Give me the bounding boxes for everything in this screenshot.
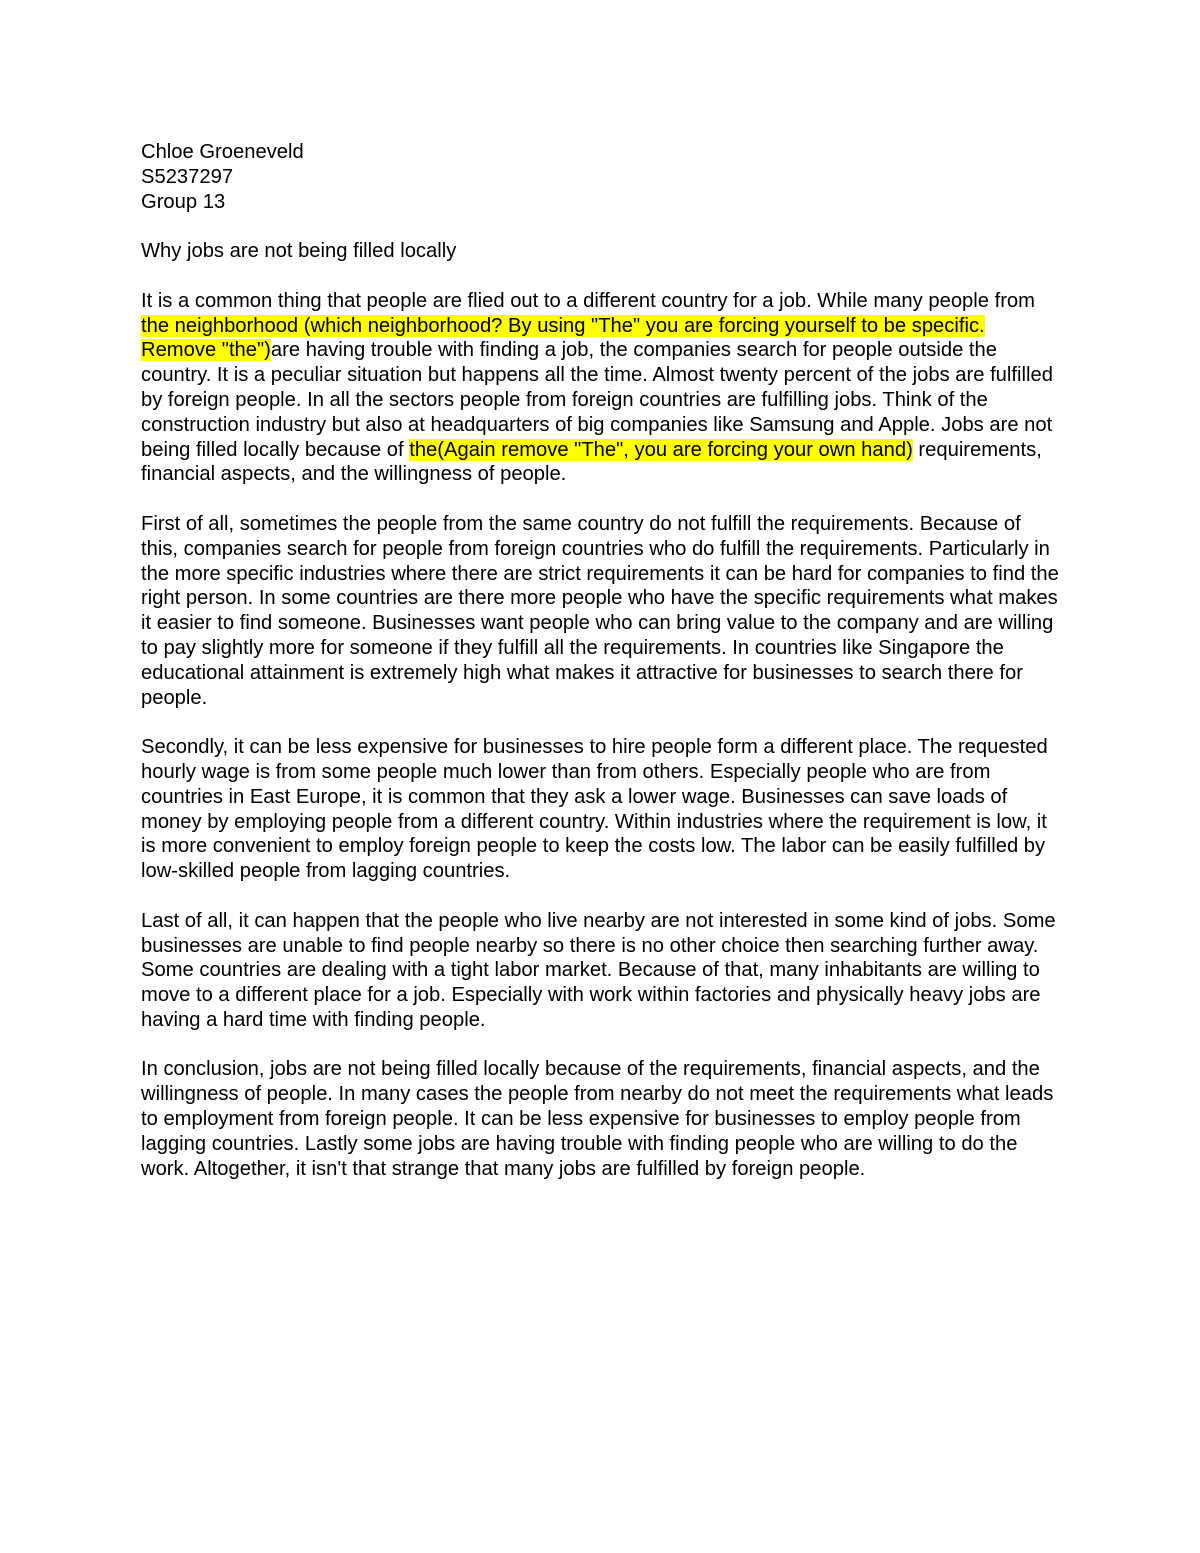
author-name: Chloe Groeneveld <box>141 141 304 163</box>
intro-text-3: requirements, financial aspects, and the willingness of people. <box>141 438 1042 486</box>
spacer <box>141 264 1063 289</box>
intro-text-2: are having trouble with finding a job, the companies search for people outside the country. It is a peculiar situation but happens all the time. Almost twenty percent of the jobs are fulfilled by foreign people. In all the sectors people from foreign countries are fulfilling jobs. Think of the construction industry but also at headquarters of big companies like Samsung and Apple. Jobs are not being filled locally because of <box>141 339 1053 461</box>
spacer <box>141 884 1063 909</box>
essay-title: Why jobs are not being filled locally <box>141 240 457 263</box>
highlighted-comment-1: the neighborhood (which neighborhood? By using "The" you are forcing yourself to be specific. Remove "the") <box>141 314 985 362</box>
body-paragraph-financial: Secondly, it can be less expensive for businesses to hire people form a different place. The requested hourly wage is from some people much lower than from others. Especially people who are from countries in East Europe, it is common that they ask a lower wage. Businesses can save loads of money by employing people from a different country. Within industries where the requirement is low, it is more convenient to employ foreign people to keep the costs low. The labor can be easily fulfilled by low-skilled people from lagging countries. <box>141 736 1048 883</box>
highlighted-comment-2: the(Again remove "The", you are forcing your own hand) <box>409 438 913 461</box>
intro-paragraph <box>141 289 1063 487</box>
spacer <box>141 487 1063 512</box>
document-page <box>141 140 1063 1181</box>
body-paragraph-requirements: First of all, sometimes the people from the same country do not fulfill the requirements. Because of this, companies search for people from foreign countries who do fulfill the requirements. Particularly in the more specific industries where there are strict requirements it can be hard for companies to find the right person. In some countries are there more people who have the specific requirements what makes it easier to find someone. Businesses want people who can bring value to the company and are willing to pay slightly more for someone if they fulfill all the requirements. In countries like Singapore the educational attainment is extremely high what makes it attractive for businesses to search there for people. <box>141 512 1059 709</box>
group-label: Group 13 <box>141 190 226 213</box>
body-paragraph-willingness: Last of all, it can happen that the people who live nearby are not interested in some kind of jobs. Some businesses are unable to find people nearby so there is no other choice then searching further away. Some countries are dealing with a tight labor market. Because of that, many inhabitants are willing to move to a different place for a job. Especially with work within factories and physically heavy jobs are having a hard time with finding people. <box>141 909 1056 1031</box>
intro-text-1: It is a common thing that people are flied out to a different country for a job. While many people from <box>141 289 1035 312</box>
spacer <box>141 1033 1063 1058</box>
student-number: S5237297 <box>141 165 234 188</box>
conclusion-paragraph: In conclusion, jobs are not being filled locally because of the requirements, financial aspects, and the willingness of people. In many cases the people from nearby do not meet the requirements what leads to employment from foreign people. It can be less expensive for businesses to employ people from lagging countries. Lastly some jobs are having trouble with finding people who are willing to do the work. Altogether, it isn't that strange that many jobs are fulfilled by foreign people. <box>141 1058 1054 1180</box>
spacer <box>141 214 1063 239</box>
spacer <box>141 710 1063 735</box>
